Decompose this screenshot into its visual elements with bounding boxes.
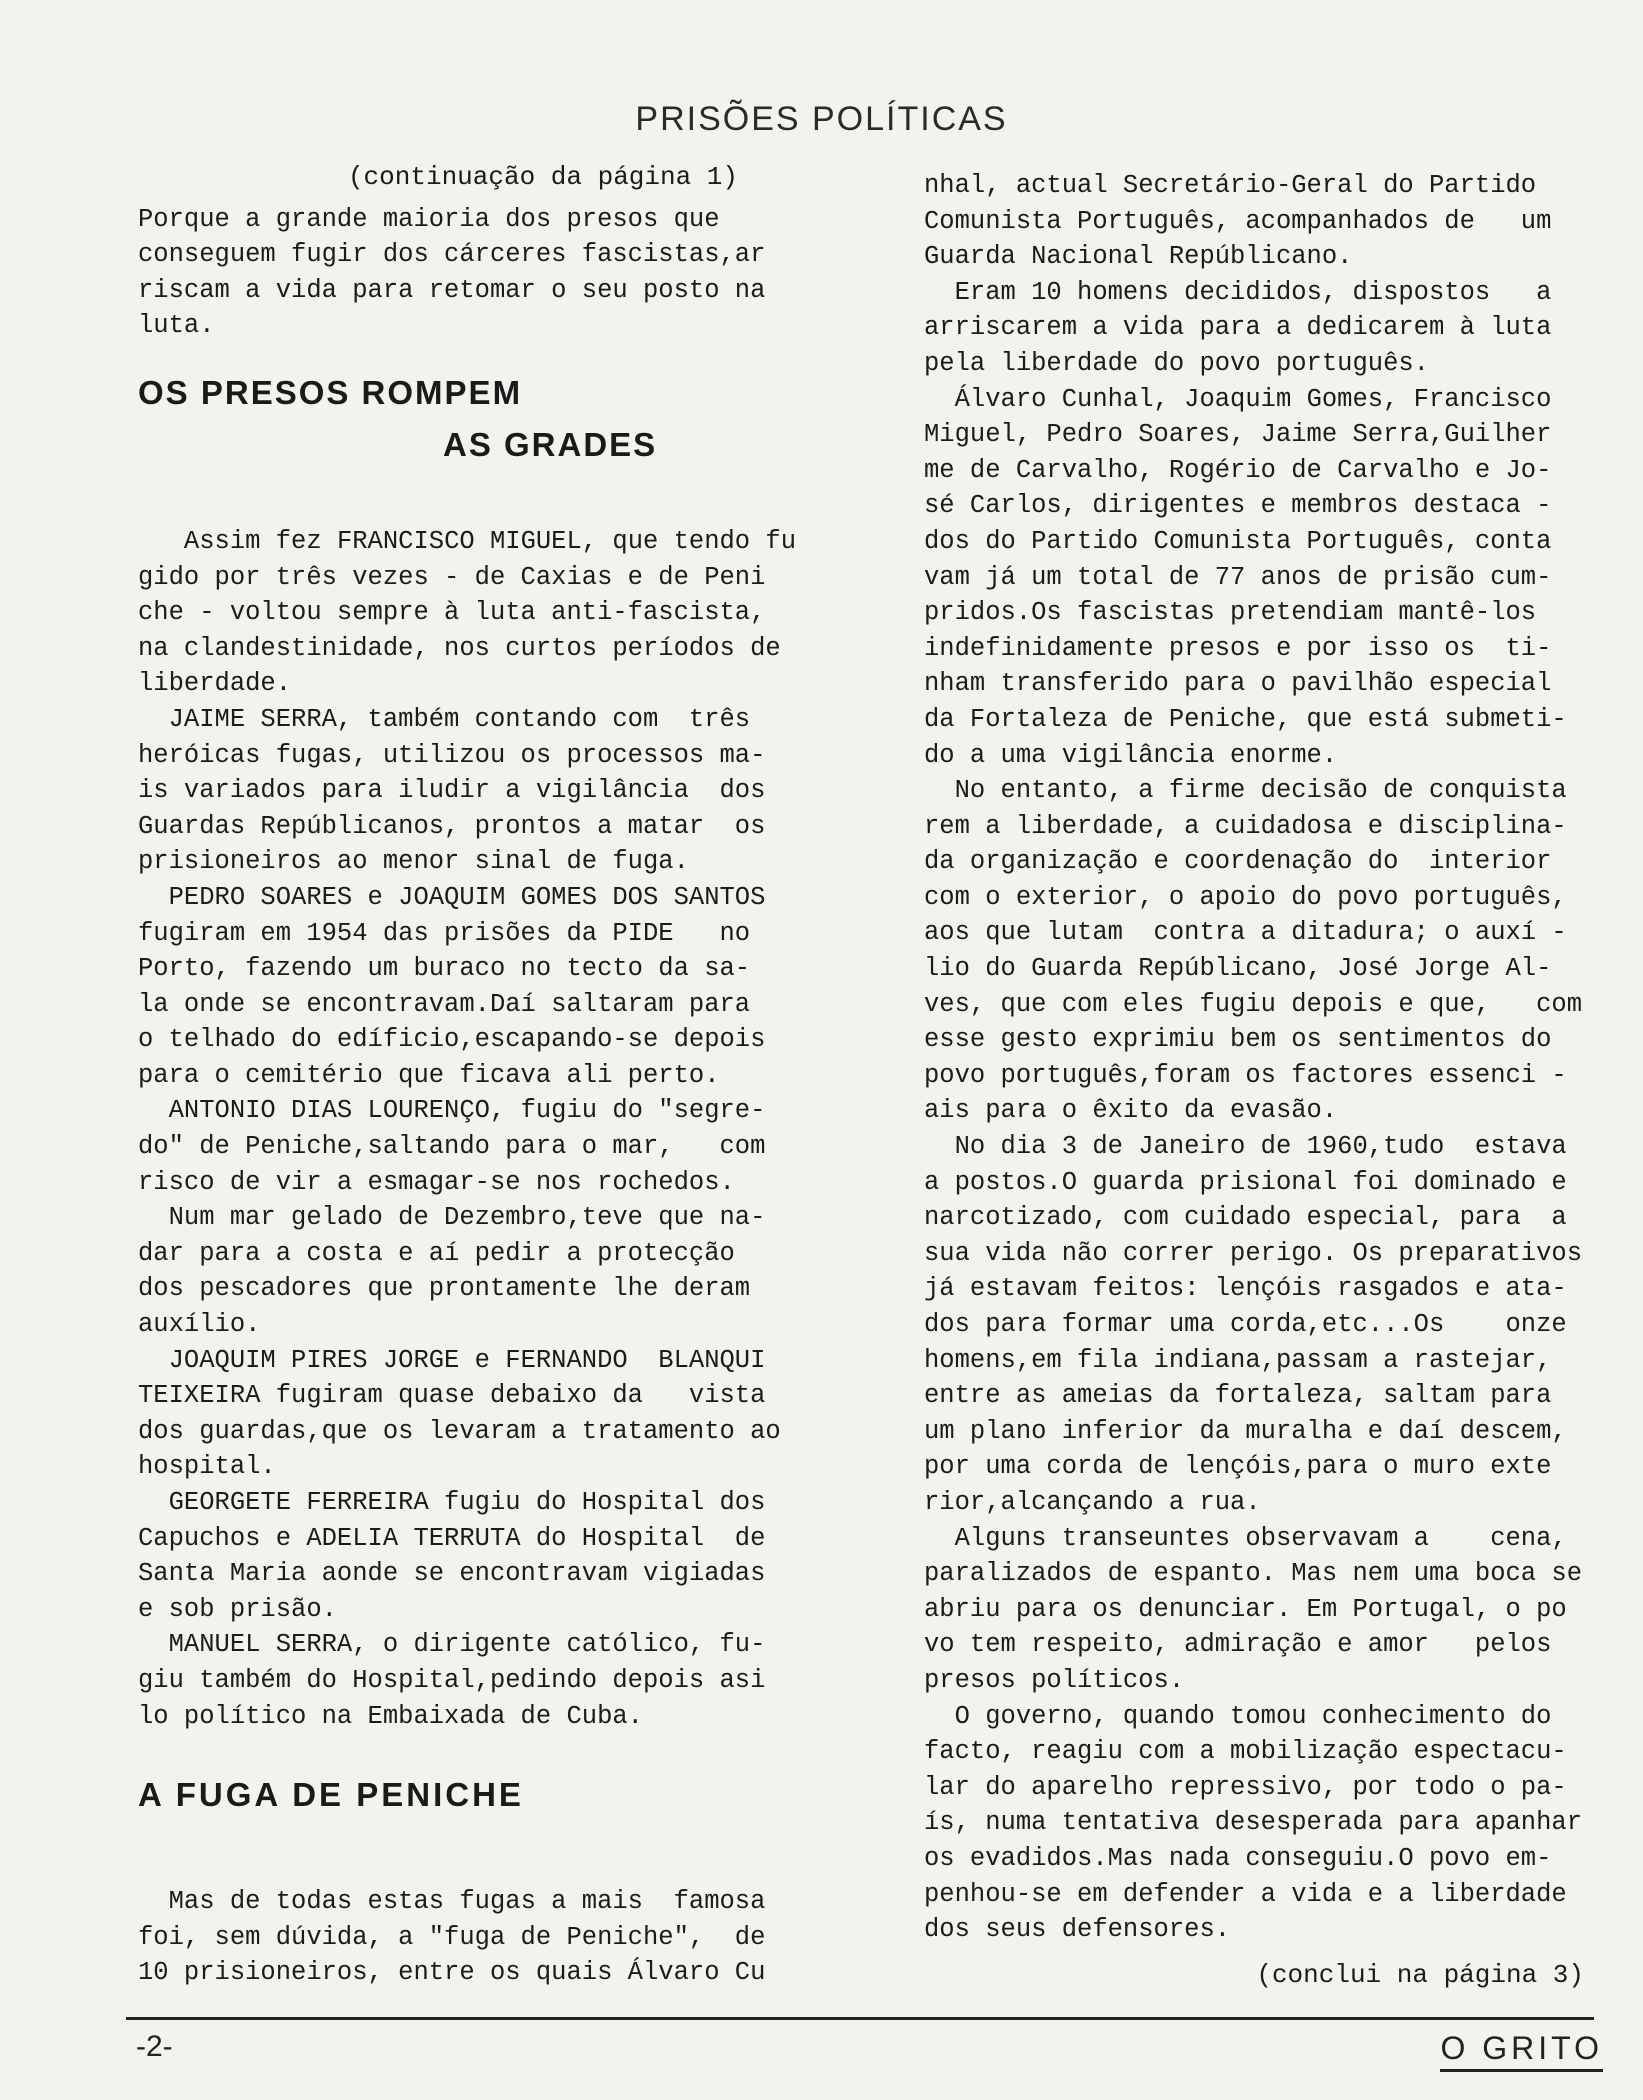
paragraph-francisco-miguel: Assim fez FRANCISCO MIGUEL, que tendo fu gido por três vezes - de Caxias e de Peni che - voltou sempre à luta anti-fascista, na clandestinidade, nos curtos períodos de liberdade.: [138, 526, 797, 699]
paragraph-cunhal: nhal, actual Secretário-Geral do Partido Comunista Português, acompanhados de um Guarda Nacional Repúblicano.: [924, 171, 1552, 272]
paragraph-manuel-serra: MANUEL SERRA, o dirigente católico, fu- giu também do Hospital,pedindo depois asi lo político na Embaixada de Cuba.: [138, 1630, 766, 1731]
paragraph-mar-gelado: Num mar gelado de Dezembro,teve que na- dar para a costa e aí pedir a protecção dos pescadores que prontamente lhe deram auxílio.: [138, 1203, 766, 1340]
paragraph-dez-homens: Eram 10 homens decididos, dispostos a arriscarem a vida para a dedicarem à luta pela liberdade do povo português.: [924, 277, 1552, 378]
paragraph-pedro-soares: PEDRO SOARES e JOAQUIM GOMES DOS SANTOS fugiram em 1954 das prisões da PIDE no Porto, fazendo um buraco no tecto da sa- la onde se encontravam.Daí saltaram para o telhado do edíficio,escapando-se depois para o cemitério que ficava ali perto.: [138, 882, 766, 1090]
footer-rule: [126, 2017, 1594, 2020]
publication-name: O GRITO: [1440, 2030, 1603, 2072]
left-column: [138, 160, 808, 1991]
paragraph-transeuntes: Alguns transeuntes observavam a cena, paralizados de espanto. Mas nem uma boca se abriu para os denunciar. Em Portugal, o po vo tem respeito, admiração e amor pelos presos políticos.: [924, 1523, 1583, 1695]
paragraph-joaquim-pires: JOAQUIM PIRES JORGE e FERNANDO BLANQUI TEIXEIRA fugiram quase debaixo da vista dos guardas,que os levaram a tratamento ao hospital.: [138, 1345, 781, 1482]
right-column: [924, 168, 1584, 1993]
conclusion-note: (conclui na página 3): [1256, 1959, 1584, 1990]
paragraph-georgete: GEORGETE FERREIRA fugiu do Hospital dos Capuchos e ADELIA TERRUTA do Hospital de Santa Maria aonde se encontravam vigiadas e sob prisão.: [138, 1488, 766, 1624]
page-title: PRISÕES POLÍTICAS: [635, 100, 1008, 138]
paragraph-dirigentes: Álvaro Cunhal, Joaquim Gomes, Francisco Miguel, Pedro Soares, Jaime Serra,Guilher me de Carvalho, Rogério de Carvalho e Jo- sé Carlos, dirigentes e membros destaca - dos do Partido Comunista Português, conta vam já um total de 77 anos de prisão cum- pridos.Os fascistas pretendiam mantê-los indefinidamente presos e por isso os ti- nham transferido para o pavilhão especial da Fortaleza de Peniche, que está submeti- do a uma vigilância enorme.: [924, 384, 1567, 770]
paragraph-fuga-intro: Mas de todas estas fugas a mais famosa foi, sem dúvida, a "fuga de Peniche", de 10 prisioneiros, entre os quais Álvaro Cu: [138, 1887, 766, 1988]
paragraph-jaime-serra: JAIME SERRA, também contando com três heróicas fugas, utilizou os processos ma- is variados para iludir a vigilância dos Guardas Repúblicanos, prontos a matar os prisioneiros ao menor sinal de fuga.: [138, 704, 766, 877]
section-heading-fuga: A FUGA DE PENICHE: [138, 1776, 524, 1814]
paragraph-3-janeiro: No dia 3 de Janeiro de 1960,tudo estava a postos.O guarda prisional foi dominado e narcotizado, com cuidado especial, para a sua vida não correr perigo. Os preparativos já estavam feitos: lençóis rasgados e ata- dos para formar uma corda,etc...Os onze homens,em fila indiana,passam a rastejar, entre as ameias da fortaleza, saltam para um plano inferior da muralha e daí descem, por uma corda de lençóis,para o muro exte rior,alcançando a rua.: [924, 1132, 1583, 1517]
continuation-note: (continuação da página 1): [347, 162, 739, 192]
paragraph-governo: O governo, quando tomou conhecimento do facto, reagiu com a mobilização espectacu- lar do aparelho repressivo, por todo o pa- ís, numa tentativa desesperada para apanhar os evadidos.Mas nada conseguiu.O povo em- penhou-se em defender a vida e a liberdade dos seus defensores.: [924, 1701, 1583, 1945]
section-heading-line1: OS PRESOS ROMPEM: [138, 373, 523, 411]
intro-paragraph: Porque a grande maioria dos presos que conseguem fugir dos cárceres fascistas,ar riscam a vida para retomar o seu posto na luta.: [138, 204, 766, 341]
paragraph-antonio-dias: ANTONIO DIAS LOURENÇO, fugiu do "segre- do" de Peniche,saltando para o mar, com risco de vir a esmagar-se nos rochedos.: [138, 1096, 766, 1197]
section-heading-line2: AS GRADES: [443, 425, 658, 463]
paragraph-no-entanto: No entanto, a firme decisão de conquista rem a liberdade, a cuidadosa e disciplina- da organização e coordenação do interior com o exterior, o apoio do povo português, aos que lutam contra a ditadura; o auxí - lio do Guarda Repúblicano, José Jorge Al- ves, que com eles fugiu depois e que, com esse gesto exprimiu bem os sentimentos do povo português,foram os factores essenci - ais para o êxito da evasão.: [924, 776, 1583, 1126]
page-number: -2-: [136, 2030, 173, 2063]
